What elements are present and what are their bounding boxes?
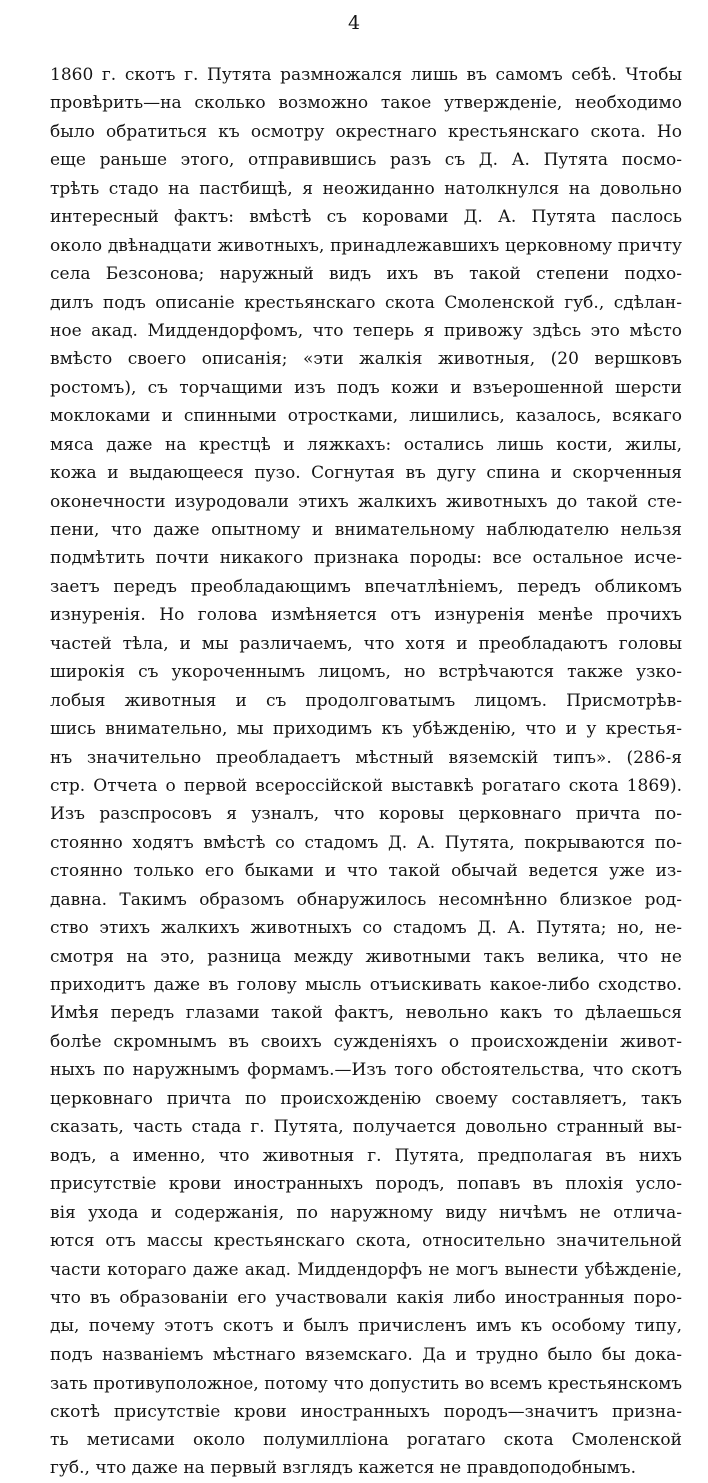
text-line: села Безсонова; наружный видъ ихъ въ такой степени подхо-: [50, 264, 682, 285]
text-line: стоянно ходятъ вмѣстѣ со стадомъ Д. А. Путята, покрываются по-: [50, 832, 682, 853]
text-line: моклоками и спинными отростками, лишились, казалось, всякаго: [50, 406, 682, 427]
page-number: 4: [347, 12, 361, 34]
text-line: подъ названіемъ мѣстнаго вяземскаго. Да и трудно было бы дока-: [50, 1344, 682, 1365]
text-line: дилъ подъ описаніе крестьянскаго скота Смоленской губ., сдѣлан-: [50, 292, 682, 313]
text-line: зать противуположное, потому что допустить во всемъ крестьянскомъ: [50, 1373, 682, 1394]
text-line: лобыя животныя и съ продолговатымъ лицомъ. Присмотрѣв-: [50, 690, 682, 711]
text-line: около двѣнадцати животныхъ, принадлежавшихъ церковному причту: [50, 235, 682, 256]
text-line: ныхъ по наружнымъ формамъ.—Изъ того обстоятельства, что скотъ: [50, 1060, 682, 1081]
text-line: ство этихъ жалкихъ животныхъ со стадомъ Д. А. Путята; но, не-: [50, 918, 682, 939]
text-line: нъ значительно преобладаетъ мѣстный вяземскій типъ». (286-я: [50, 747, 682, 768]
text-line: подмѣтить почти никакого признака породы: все остальное исче-: [50, 548, 682, 569]
text-line: изнуренія. Но голова измѣняется отъ изнуренія менѣе прочихъ: [50, 605, 682, 626]
text-line: трѣть стадо на пастбищѣ, я неожиданно натолкнулся на довольно: [50, 178, 682, 199]
text-line: было обратиться къ осмотру окрестнаго крестьянскаго скота. Но: [50, 121, 682, 142]
text-line: шись внимательно, мы приходимъ къ убѣжденію, что и у крестья-: [50, 719, 682, 740]
text-line: ть метисами около полумилліона рогатаго скота Смоленской: [50, 1430, 682, 1450]
text-line: оконечности изуродовали этихъ жалкихъ животныхъ до такой сте-: [50, 491, 682, 512]
text-line: ды, почему этотъ скотъ и былъ причисленъ имъ къ особому типу,: [50, 1316, 682, 1337]
text-line: мяса даже на крестцѣ и ляжкахъ: остались лишь кости, жилы,: [50, 434, 682, 455]
text-line: скотѣ присутствіе крови иностранныхъ породъ—значитъ призна-: [50, 1401, 682, 1422]
text-line: частей тѣла, и мы различаемъ, что хотя и преобладаютъ головы: [50, 633, 682, 654]
text-line: ное акад. Миддендорфомъ, что теперь я привожу здѣсь это мѣсто: [50, 320, 682, 341]
text-line: широкія съ укороченнымъ лицомъ, но встрѣчаются также узко-: [50, 662, 682, 683]
text-line: ются отъ массы крестьянскаго скота, относительно значительной: [50, 1230, 682, 1251]
text-line: присутствіе крови иностранныхъ породъ, попавъ въ плохія усло-: [50, 1174, 682, 1195]
text-line: пени, что даже опытному и внимательному наблюдателю нельзя: [50, 520, 682, 540]
text-line: приходитъ даже въ голову мысль отъискивать какое-либо сходство.: [50, 975, 682, 995]
text-line: стр. Отчета о первой всероссійской выставкѣ рогатаго скота 1869).: [50, 775, 682, 796]
text-line: интересный фактъ: вмѣстѣ съ коровами Д. А. Путята паслось: [50, 207, 682, 228]
body-text: [50, 61, 682, 1483]
text-line: губ., что даже на первый взглядъ кажется не правдоподобнымъ.: [50, 1458, 637, 1479]
text-line: давна. Такимъ образомъ обнаружилось несомнѣнно близкое род-: [50, 889, 682, 910]
text-line: вмѣсто своего описанія; «эти жалкія животныя, (20 вершковъ: [50, 349, 682, 370]
text-line: что въ образованіи его участвовали какія либо иностранныя поро-: [50, 1287, 682, 1308]
text-line: кожа и выдающееся пузо. Согнутая въ дугу спина и скорченныя: [50, 463, 682, 484]
text-line: вія ухода и содержанія, по наружному виду ничѣмъ не отлича-: [50, 1202, 682, 1223]
text-line: стоянно только его быками и что такой обычай ведется уже из-: [50, 861, 682, 882]
text-line: 1860 г. скотъ г. Путята размножался лишь въ самомъ себѣ. Чтобы: [50, 65, 682, 85]
text-line: Изъ разспросовъ я узналъ, что коровы церковнаго причта по-: [50, 804, 682, 825]
text-line: части котораго даже акад. Миддендорфъ не могъ вынести убѣжденіе,: [50, 1259, 682, 1280]
text-line: болѣе скромнымъ въ своихъ сужденіяхъ о происхожденіи живот-: [50, 1031, 682, 1052]
text-line: водъ, а именно, что животныя г. Путята, предполагая въ нихъ: [50, 1145, 682, 1166]
text-line: провѣрить—на сколько возможно такое утвержденіе, необходимо: [50, 93, 682, 114]
text-line: Имѣя передъ глазами такой фактъ, невольно какъ то дѣлаешься: [50, 1003, 682, 1024]
text-line: заетъ передъ преобладающимъ впечатлѣніемъ, передъ обликомъ: [50, 576, 682, 597]
text-line: сказать, часть стада г. Путята, получается довольно странный вы-: [50, 1117, 682, 1138]
text-line: ростомъ), съ торчащими изъ подъ кожи и взъерошенной шерсти: [50, 377, 682, 398]
text-line: церковнаго причта по происхожденію своему составляетъ, такъ: [50, 1088, 682, 1109]
text-line: еще раньше этого, отправившись разъ съ Д. А. Путята посмо-: [50, 150, 682, 171]
text-line: смотря на это, разница между животными такъ велика, что не: [50, 946, 682, 967]
